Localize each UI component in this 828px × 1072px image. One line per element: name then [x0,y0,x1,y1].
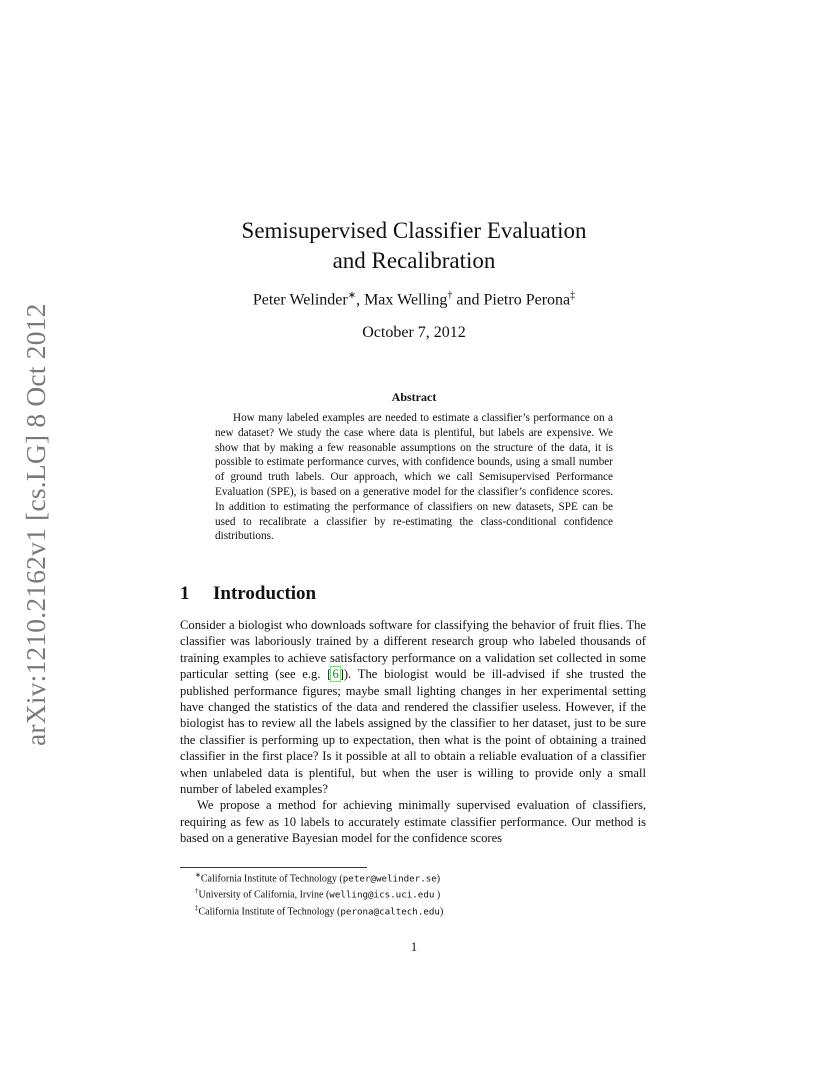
author-mark: ‡ [570,290,576,301]
footnote-text: California Institute of Technology ( [200,873,343,885]
arxiv-side-stamp [18,300,58,746]
footnote-text: ) [434,889,441,901]
paragraph-text: ]). The biologist would be ill-advised if she trusted the published performance figures; maybe small lighting changes in her experimental setting have changed the statistics of the data and rendered the classifier useless. However, if the biologist has to review all the labels assigned by the classifier to her dataset, just to be sure the classifier is performing up to expectation, then what is the point of obtaining a trained classifier in the first place? Is it possible at all to obtain a reliable evaluation of a classifier when unlabeled data is plentiful, but when the user is willing to provide only a small number of labeled examples? [180,667,647,797]
footnote-mark: ‡ [195,903,199,912]
title-line-1: Semisupervised Classifier Evaluation [241,218,587,243]
footnote-text: University of California, Irvine ( [198,889,330,901]
author-mark: † [447,290,453,301]
section-title: Introduction [213,583,317,604]
author-name: Max Welling [364,291,448,309]
paper-title [0,216,828,276]
footnote [180,902,646,918]
abstract-heading: Abstract [391,390,437,404]
footnote-email: perona@caltech.edu [340,905,440,917]
body-text [180,617,646,847]
footnote-mark: ∗ [195,871,201,879]
citation-link[interactable]: 6 [332,667,339,682]
footnote-text: California Institute of Technology ( [198,905,341,917]
footnotes [180,869,646,918]
footnote-mark: † [195,887,199,896]
footnote [180,869,646,885]
footnote-text: ) [439,905,444,917]
footnote-email: welling@ics.uci.edu [329,889,435,901]
page-number: 1 [410,940,418,954]
section-heading [180,583,316,605]
author-mark: ∗ [347,290,357,301]
footnote-text: ) [436,873,441,885]
title-line-2: and Recalibration [332,248,496,273]
paragraph-text: Consider a biologist who downloads software for classifying the behavior of fruit flies. The classifier was laboriously trained by a different research group who labeled thousands of training examples to achieve satisfactory performance on a validation set collected in some particular setting (see e.g. [ [180,618,646,682]
section-number: 1 [180,583,190,604]
author-name: Pietro Perona [483,291,571,309]
author-separator: and [452,291,484,309]
author-separator: , [356,291,365,309]
footnote-rule [180,867,367,868]
abstract-text: How many labeled examples are needed to estimate a classifier’s performance on a new dataset? We study the case where data is plentiful, but labels are expensive. We show that by making a few reasonable assumptions on the structure of the data, it is possible to estimate performance curves, with confidence bounds, using a small number of ground truth labels. Our approach, which we call Semisupervised Performance Evaluation (SPE), is based on a generative model for the classifier’s confidence scores. In addition to estimating the performance of classifiers on new datasets, SPE can be used to recalibrate a classifier by re-estimating the class-conditional confidence distributions. [215,412,613,543]
author-name: Peter Welinder [252,291,348,309]
paragraph [180,617,646,797]
paper-date: October 7, 2012 [362,324,466,341]
paragraph: We propose a method for achieving minimally supervised evaluation of classifiers, requiring as few as 10 labels to accurately estimate classifier performance. Our method is based on a generative Bayesian model for the confidence scores [180,798,646,846]
arxiv-identifier: arXiv:1210.2162v1 [cs.LG] 8 Oct 2012 [20,303,51,746]
footnote-email: peter@welinder.se [342,873,437,885]
author-list [0,290,828,309]
footnote [180,885,646,901]
